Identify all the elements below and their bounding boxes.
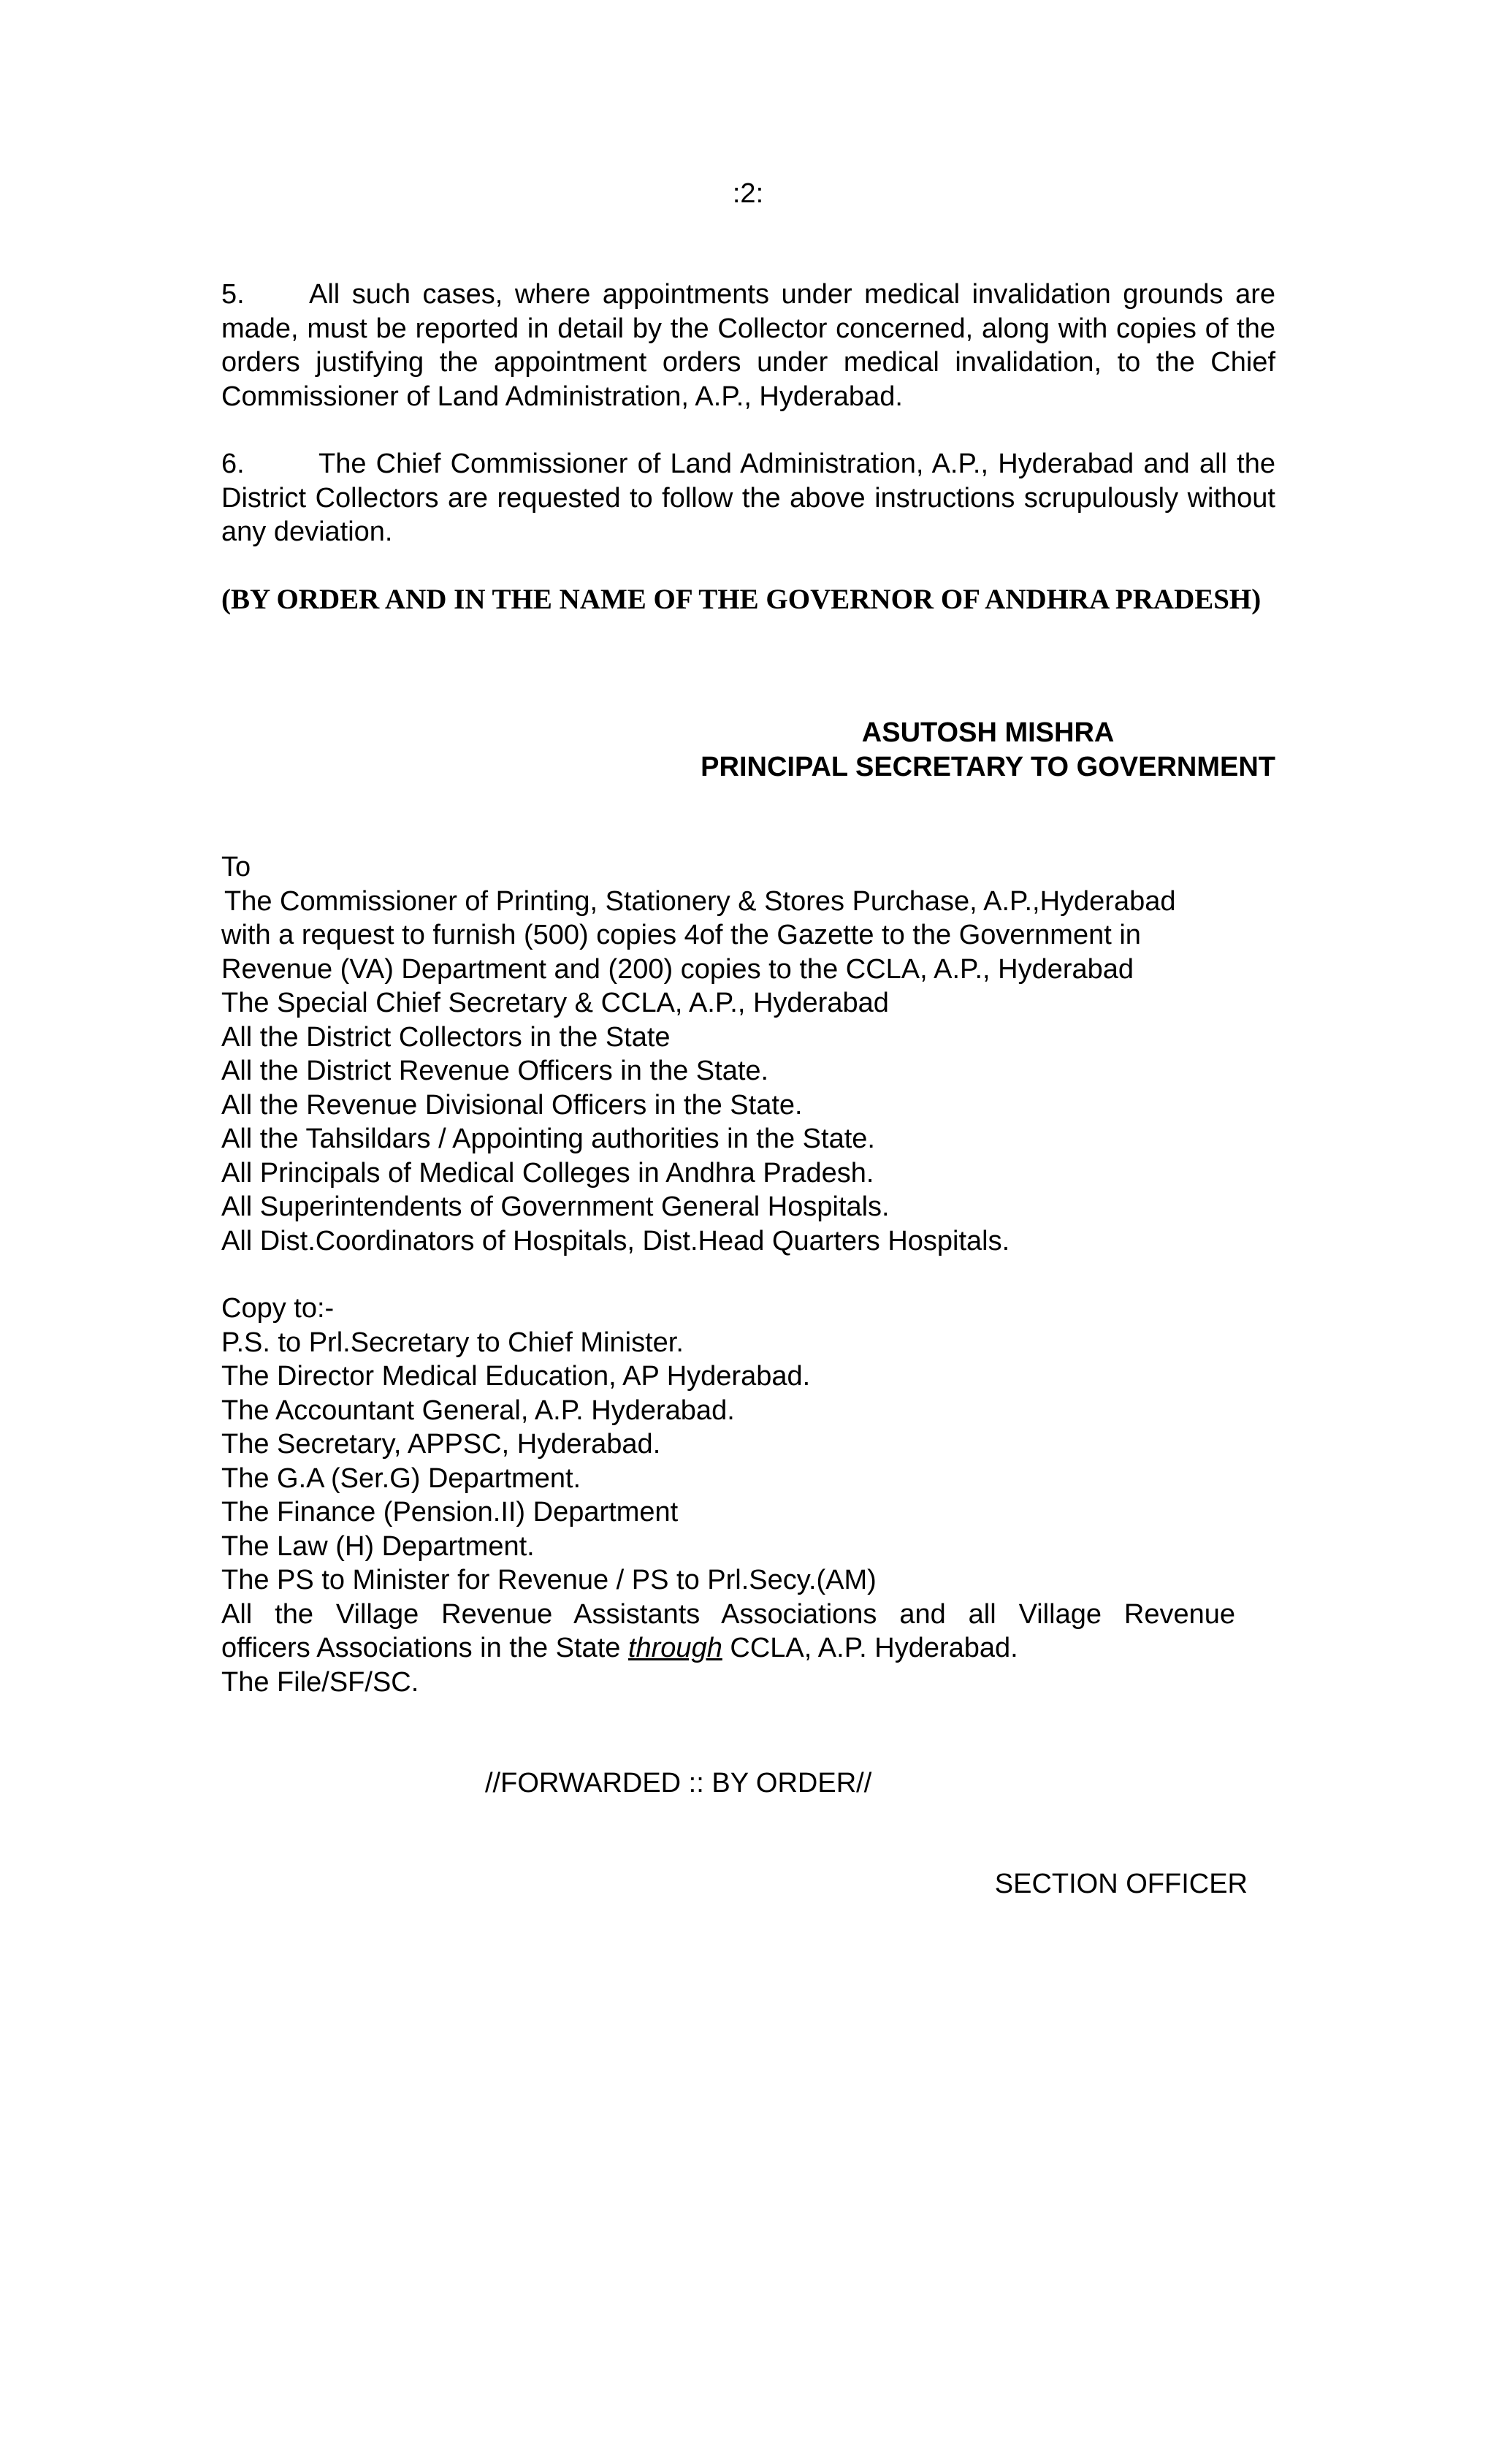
paragraph-number: 5.: [221, 279, 245, 310]
copy-to-line: The G.A (Ser.G) Department.: [221, 1462, 581, 1494]
recipient-line: The Commissioner of Printing, Stationery & Stores Purchase, A.P.,Hyderabad: [224, 885, 1176, 917]
recipient-line: All the District Revenue Officers in the State.: [221, 1056, 769, 1086]
copy-to-line: The Secretary, APPSC, Hyderabad.: [221, 1429, 661, 1460]
to-heading: To: [221, 852, 251, 882]
copy-to-line-associations: [221, 1631, 1235, 1666]
recipient-line: All Dist.Coordinators of Hospitals, Dist.Head Quarters Hospitals.: [221, 1225, 1010, 1256]
copy-to-line-start: officers Associations in the State: [221, 1633, 621, 1663]
copy-to-line: The File/SF/SC.: [221, 1666, 419, 1698]
page-number: :2:: [732, 178, 764, 209]
copy-to-line: P.S. to Prl.Secretary to Chief Minister.: [221, 1327, 684, 1358]
paragraph-text: All such cases, where appointments under medical invalidation grounds are made, must be reported in detail by the Collector concerned, along with copies of the orders justifying the appointment orders under medical invalidation, to the Chief Commissioner of Land Administration, A.P., Hyderabad.: [221, 279, 1275, 412]
signatory-block: [701, 716, 1275, 784]
copy-to-line: The Accountant General, A.P. Hyderabad.: [221, 1395, 735, 1426]
copy-to-list: [221, 1292, 1235, 1699]
recipient-line: All the Tahsildars / Appointing authorities in the State.: [221, 1124, 875, 1154]
copy-to-line: The PS to Minister for Revenue / PS to Prl.Secy.(AM): [221, 1565, 877, 1595]
recipient-line: All the Revenue Divisional Officers in the State.: [221, 1089, 803, 1121]
copy-to-line-end: CCLA, A.P. Hyderabad.: [730, 1633, 1018, 1663]
recipients-list: [221, 850, 1244, 1258]
recipient-line: All Principals of Medical Colleges in Andhra Pradesh.: [221, 1157, 874, 1189]
recipient-line: The Special Chief Secretary & CCLA, A.P., Hyderabad: [221, 988, 889, 1018]
recipient-line: with a request to furnish (500) copies 4of the Gazette to the Government in: [221, 920, 1141, 950]
recipient-line: Revenue (VA) Department and (200) copies to the CCLA, A.P., Hyderabad: [221, 953, 1134, 985]
copy-to-line: All the Village Revenue Assistants Associations and all Village Revenue: [221, 1598, 1235, 1630]
copy-to-line: The Director Medical Education, AP Hyderabad.: [221, 1361, 811, 1392]
paragraph-5: [221, 278, 1275, 413]
recipient-line: All Superintendents of Government General Hospitals.: [221, 1191, 890, 1222]
by-order-statement: (BY ORDER AND IN THE NAME OF THE GOVERNOR OF ANDHRA PRADESH): [221, 584, 1262, 615]
paragraph-6: [221, 447, 1275, 549]
copy-to-line: The Finance (Pension.II) Department: [221, 1497, 679, 1527]
recipient-line: All the District Collectors in the State: [221, 1021, 671, 1053]
copy-to-line: The Law (H) Department.: [221, 1530, 535, 1562]
section-officer-signature: SECTION OFFICER: [994, 1869, 1248, 1899]
paragraph-text: The Chief Commissioner of Land Administration, A.P., Hyderabad and all the District Collectors are requested to follow the above instructions scrupulously without any deviation.: [221, 449, 1275, 547]
signatory-name: ASUTOSH MISHRA: [861, 717, 1115, 748]
signatory-designation: PRINCIPAL SECRETARY TO GOVERNMENT: [701, 751, 1275, 782]
forwarded-by-order: //FORWARDED :: BY ORDER//: [485, 1768, 872, 1799]
copy-to-heading: Copy to:-: [221, 1293, 335, 1324]
paragraph-number: 6.: [221, 449, 245, 479]
through-word: through: [627, 1633, 722, 1663]
